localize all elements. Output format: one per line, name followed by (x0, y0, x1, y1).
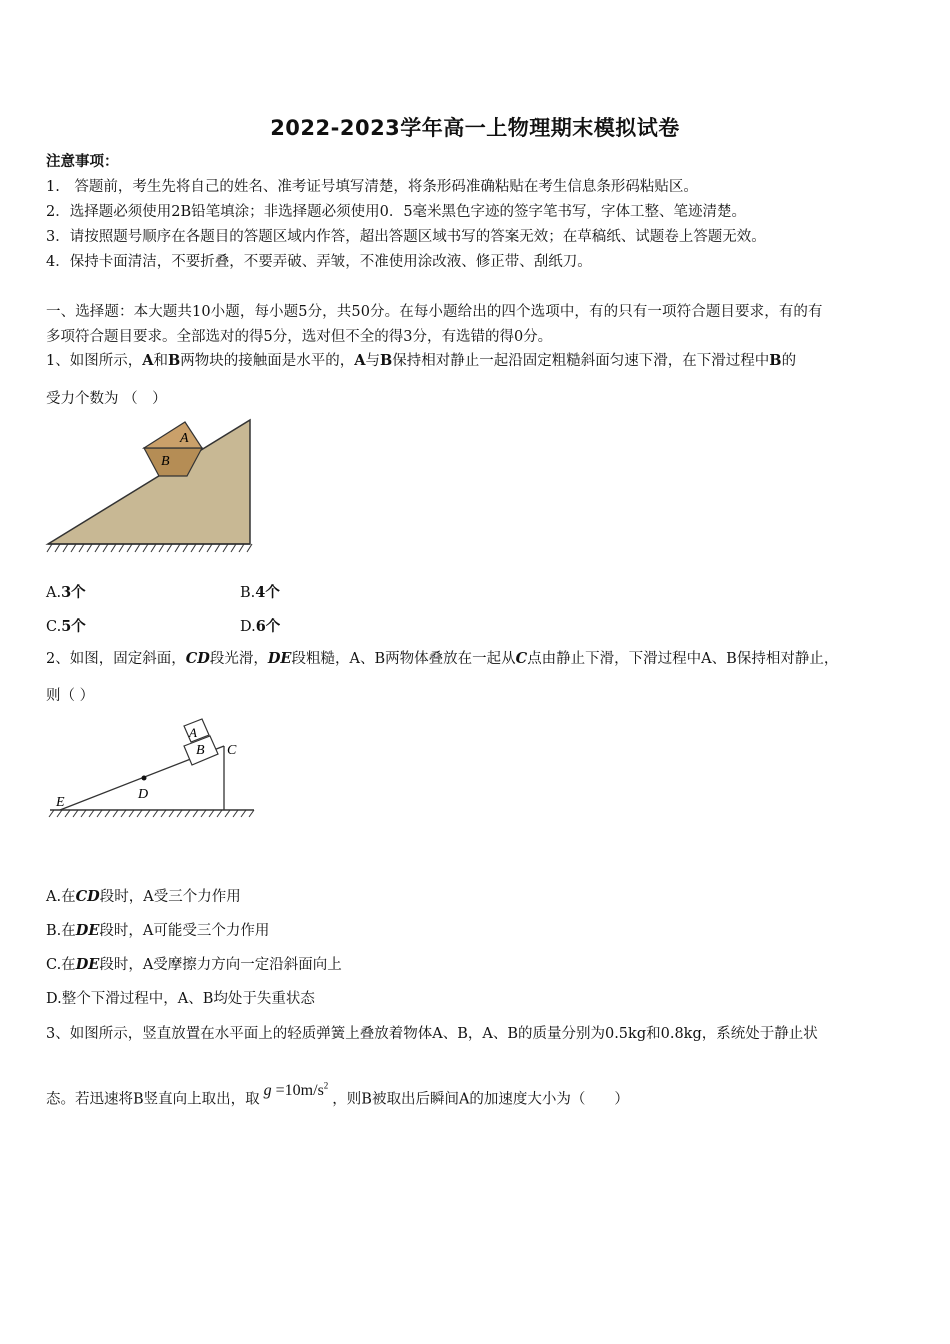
q1-ground-hatch (47, 544, 252, 552)
q2-stem-line-2: 则（ ） (46, 688, 95, 704)
q2-option-a[interactable]: A.在CD段时，A受三个力作用 (46, 888, 241, 905)
q2-incline-figure (44, 716, 260, 824)
q1-option-b[interactable]: B.4个 (240, 584, 280, 601)
q1-option-d[interactable]: D.6个 (240, 618, 281, 635)
q1-block-a (144, 422, 202, 448)
q1-label-a: A (180, 431, 189, 446)
q2-ground-hatch (49, 810, 254, 817)
note-item-3: 3．请按照题号顺序在各题目的答题区域内作答，超出答题区域书写的答案无效；在草稿纸、试题卷上答题无效。 (46, 229, 766, 245)
q1-stem-line-1: 1、如图所示，A和B两物块的接触面是水平的，A与B保持相对静止一起沿固定粗糙斜面匀速下滑，在下滑过程中B的 (46, 352, 797, 369)
q2-option-d[interactable]: D.整个下滑过程中，A、B均处于失重状态 (46, 991, 315, 1007)
q1-incline (48, 420, 250, 544)
q2-option-b[interactable]: B.在DE段时，A可能受三个力作用 (46, 922, 270, 939)
q2-label-e: E (56, 795, 65, 810)
q2-point-d (142, 776, 147, 781)
q3-formula: $g =10m/s^2$ (263, 1081, 329, 1100)
q3-stem-line-2: 态。若迅速将B竖直向上取出，取 $g =10m/s^2$，则B被取出后瞬间A的加速度大小为（ ） (46, 1081, 629, 1108)
notes-heading: 注意事项： (46, 153, 119, 170)
section-instructions-line-1: 一、选择题：本大题共10小题，每小题5分，共50分。在每小题给出的四个选项中，有的只有一项符合题目要求，有的有 (46, 304, 823, 320)
q2-option-c[interactable]: C.在DE段时，A受摩擦力方向一定沿斜面向上 (46, 956, 342, 973)
q2-stem-line-1: 2、如图，固定斜面，CD段光滑，DE段粗糙，A、B两物体叠放在一起从C点由静止下滑，下滑过程中A、B保持相对静止， (46, 650, 839, 667)
q1-label-b: B (161, 454, 170, 469)
q2-label-d: D (138, 787, 149, 802)
note-item-2: 2．选择题必须使用2B铅笔填涂；非选择题必须使用0．5毫米黑色字迹的签字笔书写，字体工整、笔迹清楚。 (46, 204, 747, 220)
q3-stem-line-1: 3、如图所示，竖直放置在水平面上的轻质弹簧上叠放着物体A、B，A、B的质量分别为0.5kg和0.8kg，系统处于静止状 (46, 1026, 818, 1042)
q1-stem-line-2: 受力个数为 （ ） (46, 391, 167, 407)
q1-incline-figure (44, 412, 258, 554)
note-item-4: 4．保持卡面清洁，不要折叠，不要弄破、弄皱，不准使用涂改液、修正带、刮纸刀。 (46, 254, 592, 270)
section-instructions-line-2: 多项符合题目要求。全部选对的得5分，选对但不全的得3分，有选错的得0分。 (46, 329, 553, 345)
q2-label-a: A (189, 725, 197, 740)
page-title: 2022-2023学年高一上物理期末模拟试卷 (270, 116, 680, 140)
q2-label-c: C (227, 743, 237, 758)
q1-option-c[interactable]: C.5个 (46, 618, 86, 635)
note-item-1: 1. 答题前，考生先将自己的姓名、准考证号填写清楚，将条形码准确粘贴在考生信息条形码粘贴区。 (46, 179, 698, 195)
q1-option-a[interactable]: A.3个 (46, 584, 86, 601)
q2-label-b: B (196, 743, 205, 758)
